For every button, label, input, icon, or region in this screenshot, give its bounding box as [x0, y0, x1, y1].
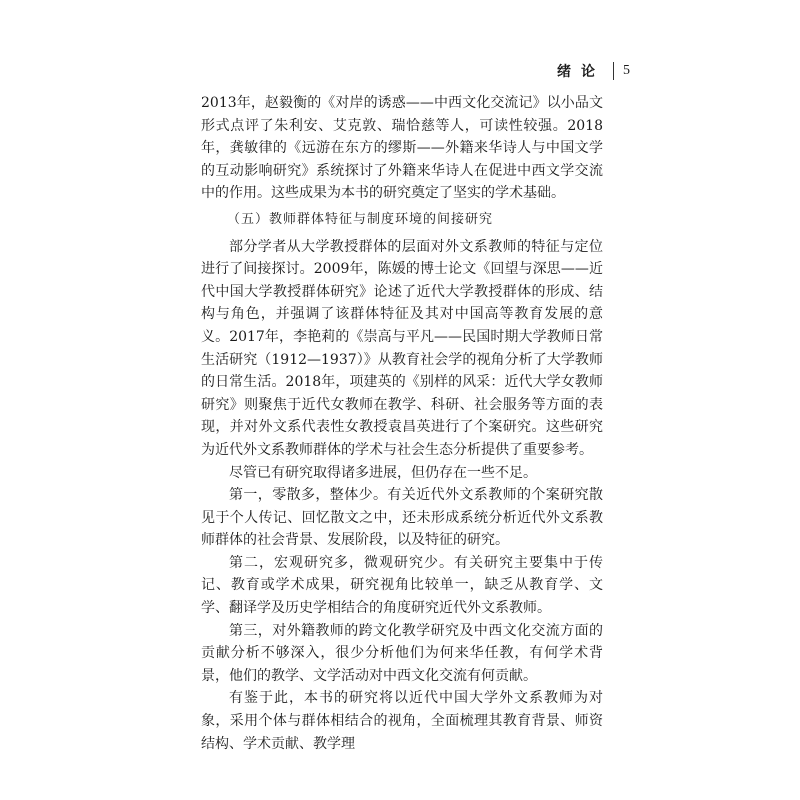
paragraph: 部分学者从大学教授群体的层面对外文系教师的特征与定位进行了间接探讨。2009年，陈媛的博士论文《回望与深思——近代中国大学教授群体研究》论述了近代大学教授群体的形成、结构与角色，并强调了该群体特征及其对中国高等教育发展的意义。2017年，李艳莉的《崇高与平凡——民国时期大学教师日常生活研究（1912—1937）》从教育社会学的视角分析了大学教师的日常生活。2018年，项建英的《别样的风采：近代大学女教师研究》则聚焦于近代女教师在教学、科研、社会服务等方面的表现，并对外文系代表性女教授袁昌英进行了个案研究。这些研究为近代外文系教师群体的学术与社会生态分析提供了重要参考。 [201, 238, 603, 458]
paragraph: 尽管已有研究取得诸多进展，但仍存在一些不足。 [229, 464, 537, 481]
header-divider [613, 62, 614, 80]
body-text [201, 92, 603, 755]
running-head [520, 60, 630, 82]
paragraph-continued: 2013年，赵毅衡的《对岸的诱惑——中西文化交流记》以小品文形式点评了朱利安、艾克敦、瑞恰慈等人，可读性较强。2018年，龚敏律的《远游在东方的缪斯——外籍来华诗人与中国文学的互动影响研究》系统探讨了外籍来华诗人在促进中西文学交流中的作用。这些成果为本书的研究奠定了坚实的学术基础。 [201, 95, 603, 202]
paragraph: 第一，零散多，整体少。有关近代外文系教师的个案研究散见于个人传记、回忆散文之中，还未形成系统分析近代外文系教师群体的社会背景、发展阶段，以及特征的研究。 [201, 487, 603, 549]
section-subheading: （五）教师群体特征与制度环境的间接研究 [227, 211, 494, 227]
paragraph: 第二，宏观研究多，微观研究少。有关研究主要集中于传记、教育或学术成果，研究视角比较单一，缺乏从教育学、文学、翻译学及历史学相结合的角度研究近代外文系教师。 [201, 554, 603, 617]
paragraph: 第三，对外籍教师的跨文化教学研究及中西文化交流方面的贡献分析不够深入，很少分析他们为何来华任教，有何学术背景，他们的教学、文学活动对中西文化交流有何贡献。 [201, 622, 603, 684]
paragraph: 有鉴于此，本书的研究将以近代中国大学外文系教师为对象，采用个体与群体相结合的视角，全面梳理其教育背景、师资结构、学术贡献、教学理 [201, 690, 603, 752]
chapter-title: 绪论 [557, 64, 605, 80]
page-number: 5 [623, 63, 630, 78]
